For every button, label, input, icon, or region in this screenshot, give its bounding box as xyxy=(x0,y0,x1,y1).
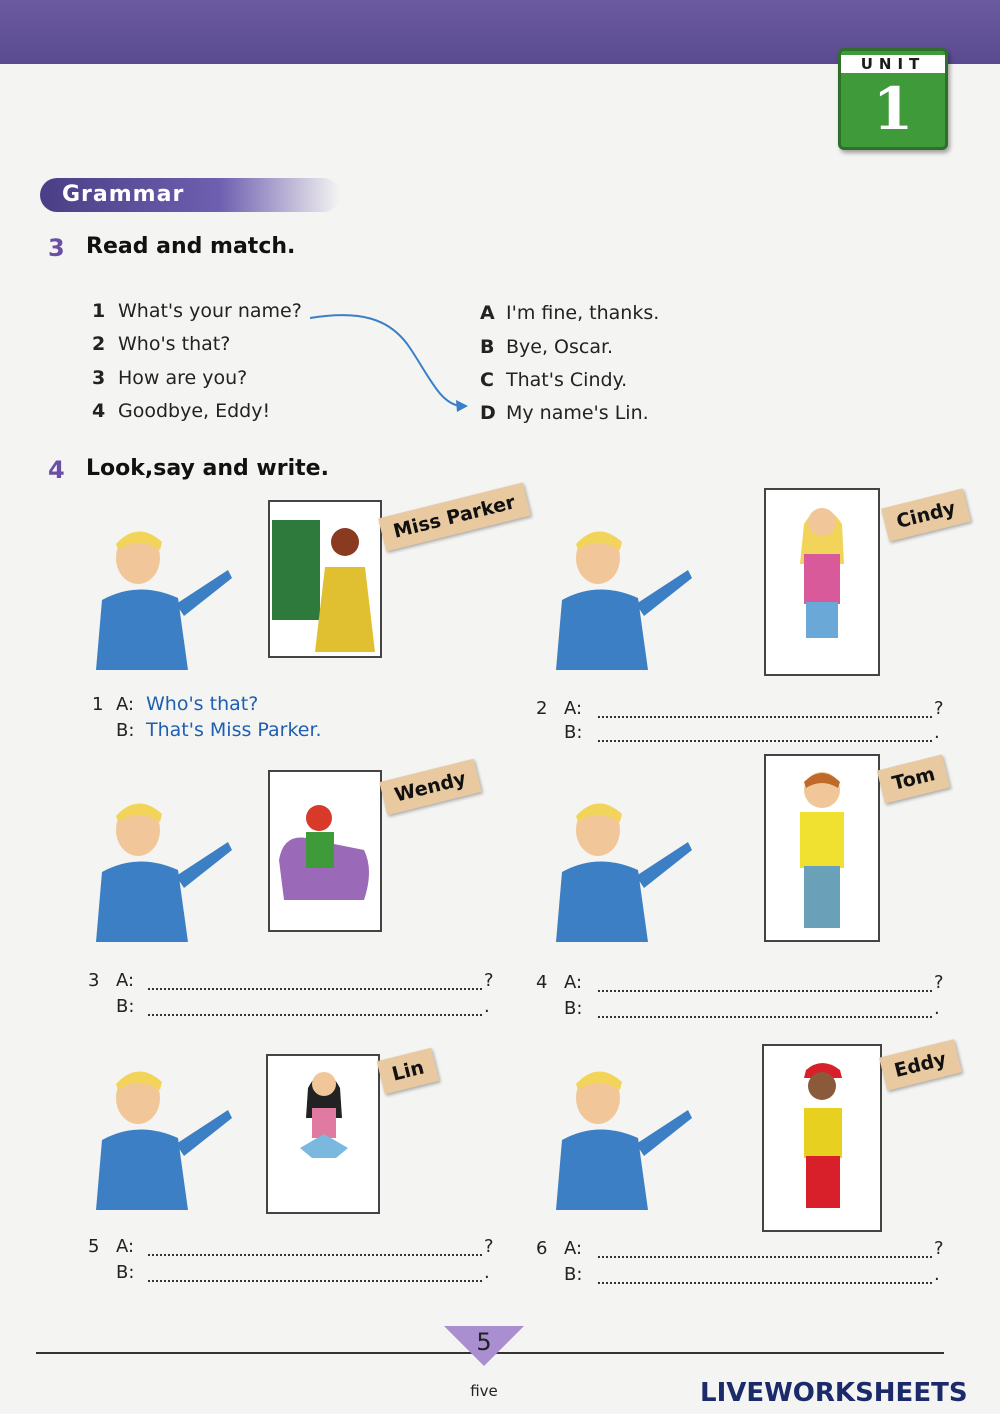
answer-letter: B xyxy=(480,336,495,358)
item-2-a-label: A: xyxy=(564,698,583,719)
page-number-word: five xyxy=(470,1382,498,1400)
item-4-number: 4 xyxy=(536,972,548,993)
item-6-number: 6 xyxy=(536,1238,548,1259)
grammar-banner xyxy=(40,178,340,212)
name-tag-wendy: Wendy xyxy=(379,759,481,815)
item-5-b-label: B: xyxy=(116,1262,135,1283)
section-4-number: 4 xyxy=(48,456,65,484)
liveworksheets-logo: LIVEWORKSHEETS xyxy=(700,1378,968,1408)
name-tag-tom: Tom xyxy=(877,754,951,803)
question-text: Goodbye, Eddy! xyxy=(118,400,271,422)
boy-pointing-illustration xyxy=(548,1060,698,1210)
item-1-a-label: A: xyxy=(116,694,135,715)
item-5-number: 5 xyxy=(88,1236,100,1257)
unit-number: 1 xyxy=(872,75,914,143)
item-6-answer-b-field[interactable] xyxy=(598,1270,932,1284)
item-3-answer-b-field[interactable] xyxy=(148,1002,482,1016)
answer-text: Bye, Oscar. xyxy=(506,336,614,358)
question-4 xyxy=(92,400,270,422)
lin-picture xyxy=(266,1054,380,1214)
question-mark: ? xyxy=(934,698,944,719)
question-number: 1 xyxy=(92,300,106,322)
answer-b[interactable] xyxy=(480,336,613,358)
period: . xyxy=(934,998,940,1019)
section-3-title: Read and match. xyxy=(86,234,296,259)
item-2-answer-a-field[interactable] xyxy=(598,704,932,718)
item-6-a-label: A: xyxy=(564,1238,583,1259)
answer-letter: C xyxy=(480,369,494,391)
tom-picture xyxy=(764,754,880,942)
name-tag-lin: Lin xyxy=(377,1048,440,1095)
item-2-number: 2 xyxy=(536,698,548,719)
unit-label: UNIT xyxy=(841,55,945,73)
question-1 xyxy=(92,300,302,322)
item-1-b-label: B: xyxy=(116,720,135,741)
item-4-a-label: A: xyxy=(564,972,583,993)
eddy-picture xyxy=(762,1044,882,1232)
answer-c[interactable] xyxy=(480,369,627,391)
boy-pointing-illustration xyxy=(548,520,698,670)
question-text: Who's that? xyxy=(118,333,231,355)
item-1-answer-b[interactable]: That's Miss Parker. xyxy=(146,719,322,741)
item-2-answer-b-field[interactable] xyxy=(598,728,932,742)
answer-text: I'm fine, thanks. xyxy=(506,302,660,324)
section-3-number: 3 xyxy=(48,234,65,262)
item-5-a-label: A: xyxy=(116,1236,135,1257)
miss-parker-picture xyxy=(268,500,382,658)
question-text: What's your name? xyxy=(118,300,302,322)
question-number: 4 xyxy=(92,400,106,422)
question-number: 2 xyxy=(92,333,106,355)
period: . xyxy=(934,1264,940,1285)
question-2 xyxy=(92,333,230,355)
item-5-answer-a-field[interactable] xyxy=(148,1242,482,1256)
name-tag-eddy: Eddy xyxy=(879,1039,962,1091)
question-mark: ? xyxy=(484,970,494,991)
item-6-b-label: B: xyxy=(564,1264,583,1285)
answer-a[interactable] xyxy=(480,302,659,324)
match-arrow xyxy=(300,308,480,418)
item-number: 1 xyxy=(92,694,104,715)
question-number: 3 xyxy=(92,367,106,389)
item-6-answer-a-field[interactable] xyxy=(598,1244,932,1258)
cindy-picture xyxy=(764,488,880,676)
item-4-b-label: B: xyxy=(564,998,583,1019)
question-text: How are you? xyxy=(118,367,248,389)
page-number: 5 xyxy=(476,1328,492,1356)
boy-pointing-illustration xyxy=(88,1060,238,1210)
answer-letter: D xyxy=(480,402,496,424)
question-3 xyxy=(92,367,247,389)
item-2-b-label: B: xyxy=(564,722,583,743)
item-1-answer-a[interactable]: Who's that? xyxy=(146,693,259,715)
period: . xyxy=(934,722,940,743)
section-4-title: Look,say and write. xyxy=(86,456,329,481)
wendy-picture xyxy=(268,770,382,932)
question-mark: ? xyxy=(934,1238,944,1259)
item-3-a-label: A: xyxy=(116,970,135,991)
item-3-answer-a-field[interactable] xyxy=(148,976,482,990)
boy-pointing-illustration xyxy=(548,792,698,942)
item-3-b-label: B: xyxy=(116,996,135,1017)
period: . xyxy=(484,996,490,1017)
boy-pointing-illustration xyxy=(88,520,238,670)
period: . xyxy=(484,1262,490,1283)
item-4-answer-b-field[interactable] xyxy=(598,1004,932,1018)
item-5-answer-b-field[interactable] xyxy=(148,1268,482,1282)
name-tag-cindy: Cindy xyxy=(881,488,971,541)
item-3-number: 3 xyxy=(88,970,100,991)
answer-letter: A xyxy=(480,302,495,324)
boy-pointing-illustration xyxy=(88,792,238,942)
answer-text: My name's Lin. xyxy=(506,402,649,424)
item-4-answer-a-field[interactable] xyxy=(598,978,932,992)
answer-text: That's Cindy. xyxy=(506,369,628,391)
grammar-label: Grammar xyxy=(62,182,185,207)
question-mark: ? xyxy=(484,1236,494,1257)
name-tag-miss-parker: Miss Parker xyxy=(378,483,530,552)
answer-d[interactable] xyxy=(480,402,649,424)
question-mark: ? xyxy=(934,972,944,993)
unit-badge xyxy=(838,48,948,150)
